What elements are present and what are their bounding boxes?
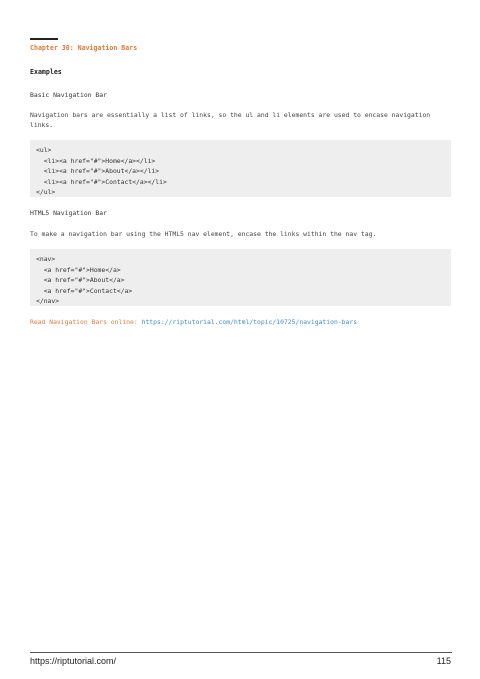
read-online-link[interactable]: https://riptutorial.com/html/topic/10725/navigation-bars xyxy=(141,318,358,326)
code-line: <a href="#">Contact</a> xyxy=(36,286,133,295)
code-block-basic xyxy=(30,140,451,197)
page-number: 115 xyxy=(436,656,451,666)
code-line: </nav> xyxy=(36,297,60,305)
code-line: <nav> xyxy=(36,255,56,263)
code-block-html5 xyxy=(30,249,451,306)
code-line: <li><a href="#">About</a></li> xyxy=(36,167,160,175)
footer-url[interactable]: https://riptutorial.com/ xyxy=(30,656,117,666)
chapter-title: Chapter 30: Navigation Bars xyxy=(30,44,138,52)
read-online-line xyxy=(30,318,357,326)
code-line: <ul> xyxy=(36,146,52,154)
section-heading-basic: Basic Navigation Bar xyxy=(30,91,107,99)
examples-heading: Examples xyxy=(30,68,62,76)
section-paragraph-html5: To make a navigation bar using the HTML5 nav element, encase the links within the nav tag. xyxy=(30,230,377,238)
code-line: <a href="#">Home</a> xyxy=(36,265,121,274)
chapter-rule xyxy=(30,38,58,40)
read-online-label: Read Navigation Bars online: xyxy=(30,318,138,326)
code-line: <li><a href="#">Home</a></li> xyxy=(36,156,156,165)
code-line: <a href="#">About</a> xyxy=(36,276,125,284)
code-line: </ul> xyxy=(36,188,56,196)
section-heading-html5: HTML5 Navigation Bar xyxy=(30,209,107,217)
code-line: <li><a href="#">Contact</a></li> xyxy=(36,177,167,186)
footer-divider xyxy=(30,652,452,653)
section-paragraph-basic: Navigation bars are essentially a list of links, so the ul and li elements are used to encase navigation links. xyxy=(30,111,431,129)
